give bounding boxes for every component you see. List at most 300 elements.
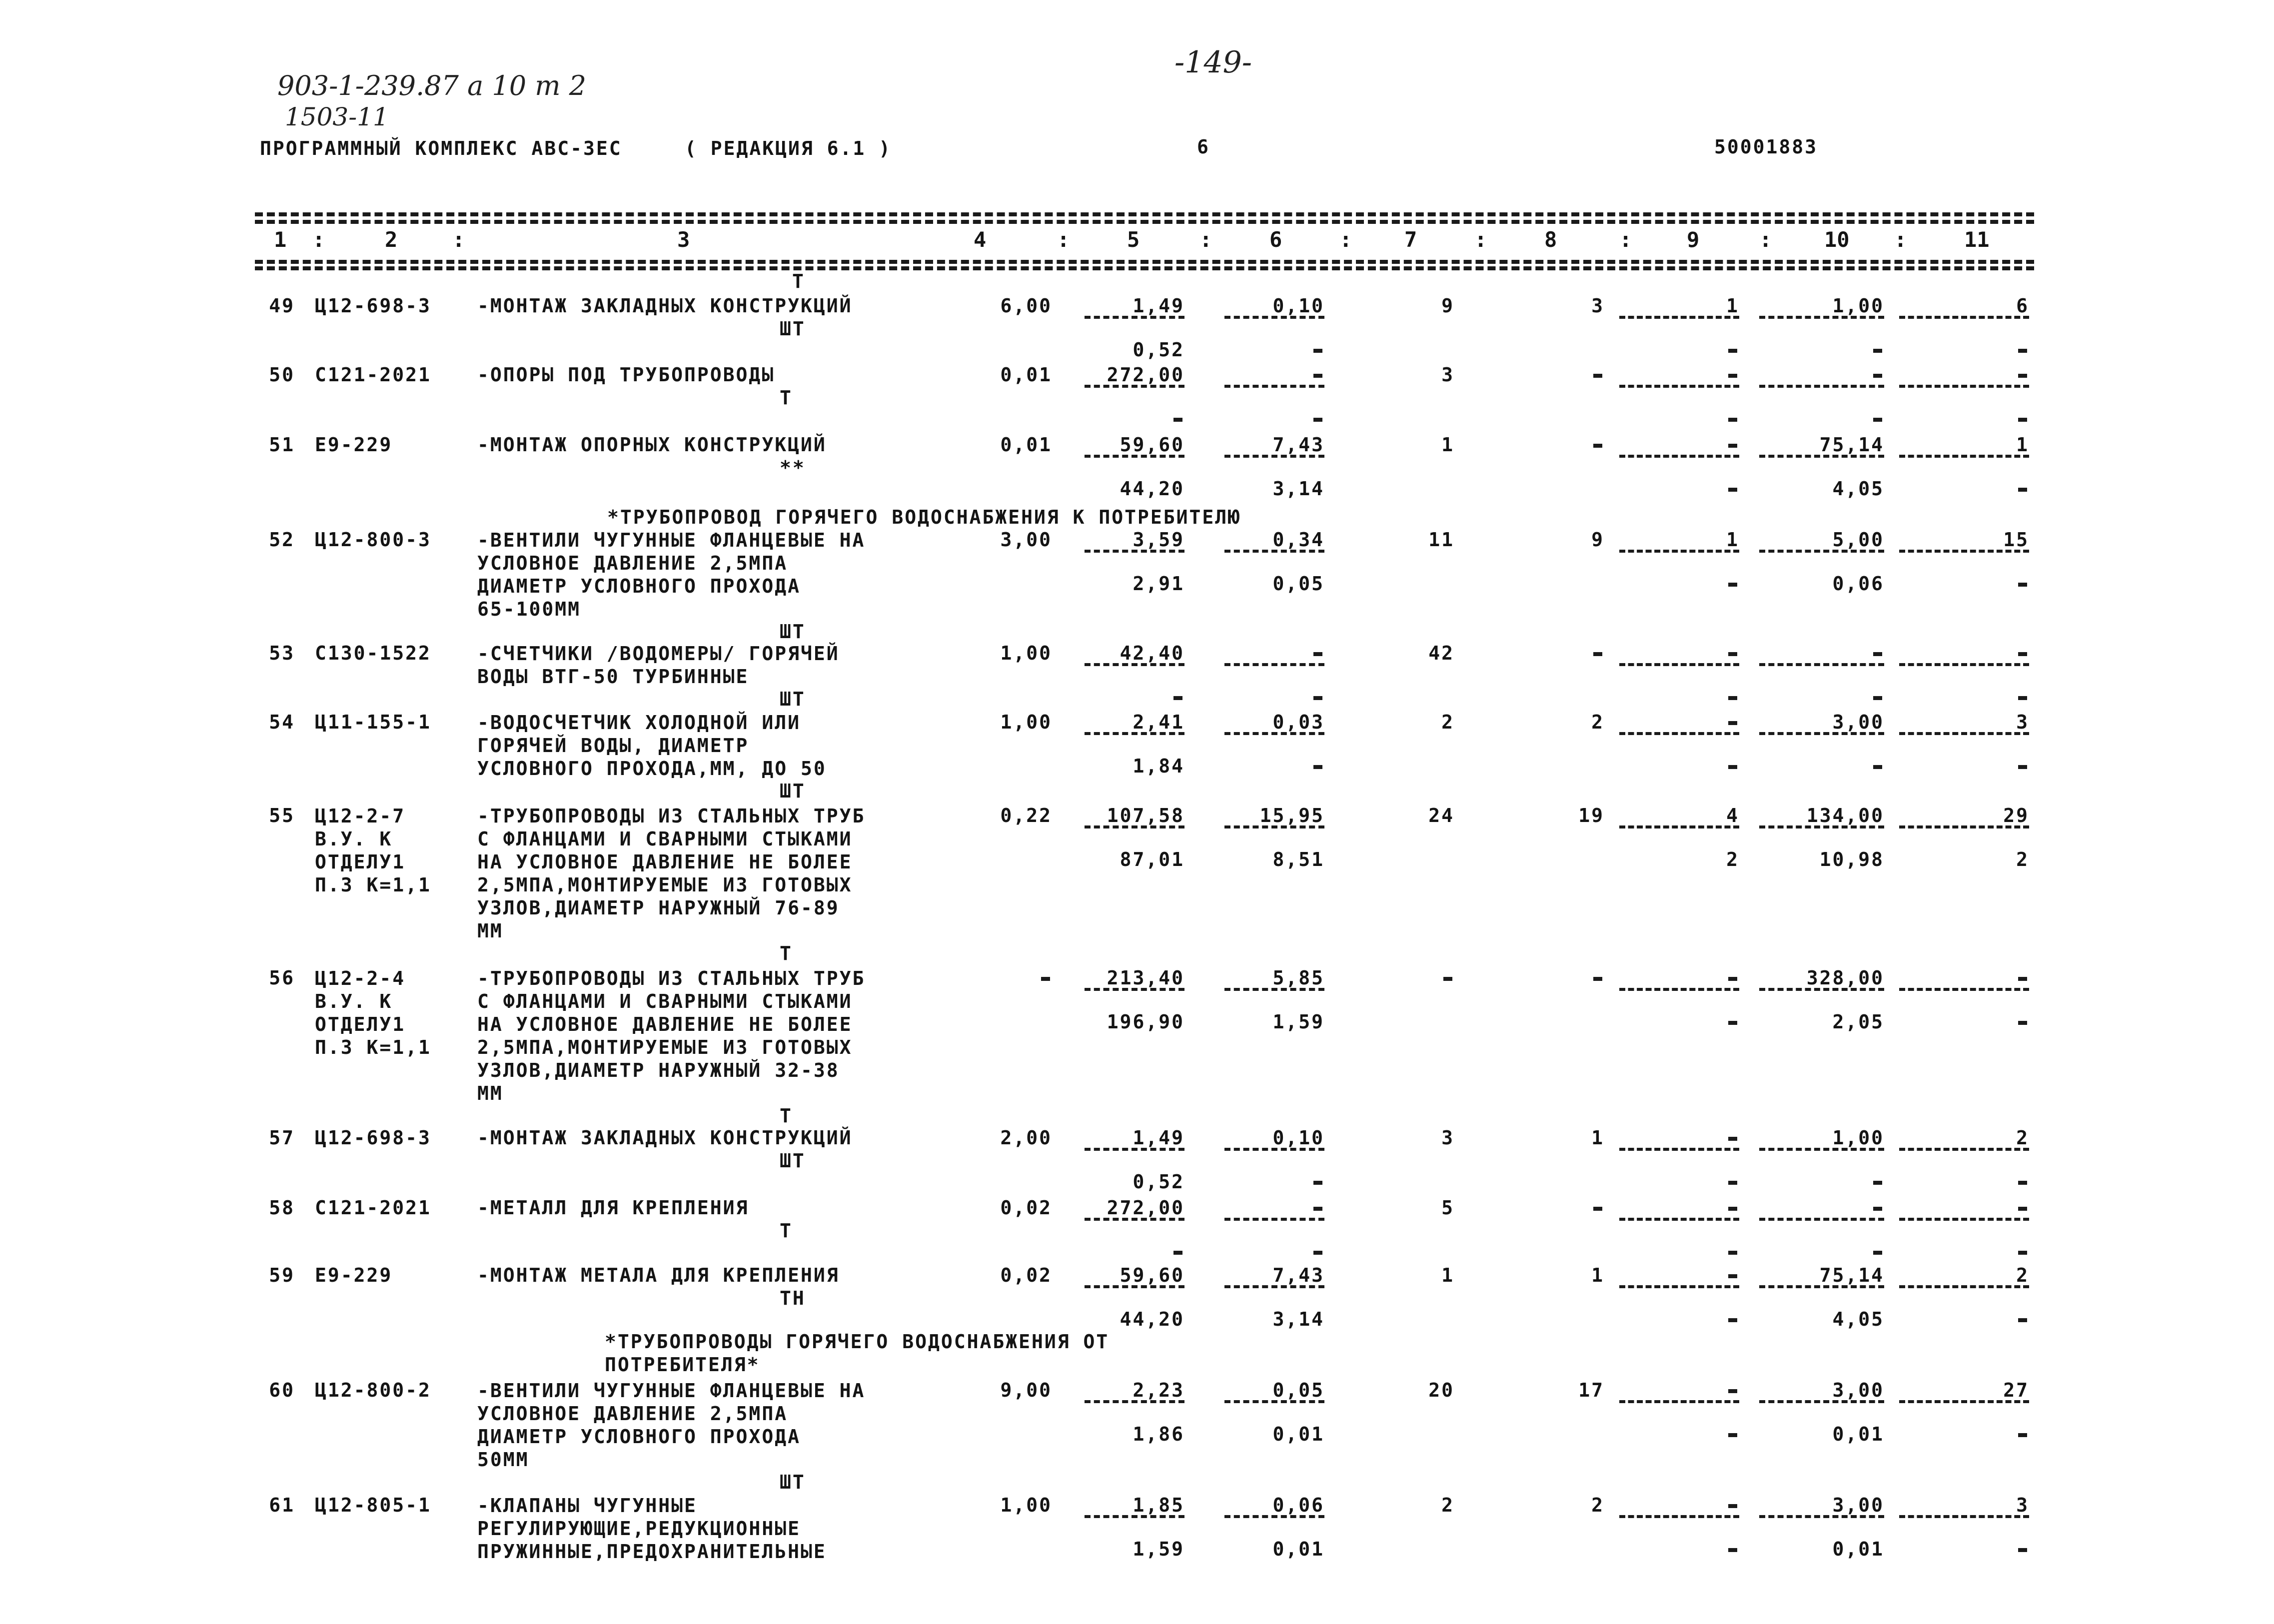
- cell-c9: [1659, 434, 1739, 456]
- row-subrule: [1899, 316, 2029, 319]
- cell-c10: 75,14: [1819, 1264, 1884, 1286]
- cell-unit: ШТ: [780, 621, 806, 643]
- cell-name: -МОНТАЖ ОПОРНЫХ КОНСТРУКЦИЙ: [477, 434, 827, 456]
- cell-c5: 272,00: [1107, 1197, 1184, 1219]
- row-subrule: [1899, 825, 2029, 828]
- cell-no: 49: [269, 295, 295, 317]
- cell-c10b: 4,05: [1832, 478, 1884, 500]
- dash-mark: [1313, 418, 1322, 422]
- cell-c6: 0,06: [1272, 1494, 1324, 1516]
- cell-c8: [1524, 642, 1604, 664]
- cell-c6: 5,85: [1272, 967, 1324, 989]
- cell-c11: [1934, 967, 2029, 989]
- cell-c10: 3,00: [1832, 1379, 1884, 1401]
- cell-c9: [1659, 1264, 1739, 1286]
- cell-name: -МОНТАЖ ЗАКЛАДНЫХ КОНСТРУКЦИЙ: [477, 1127, 853, 1149]
- row-subrule: [1899, 663, 2029, 666]
- cell-c9b: [1659, 1308, 1739, 1330]
- row-subrule: [1224, 316, 1324, 319]
- cell-c9b: [1659, 339, 1739, 361]
- row-subrule: [1759, 663, 1884, 666]
- cell-c9b: [1659, 573, 1739, 595]
- cell-c5b: [1085, 408, 1184, 430]
- row-subrule: [1085, 1515, 1184, 1518]
- cell-c6: [1224, 1197, 1324, 1219]
- dash-mark: [1728, 349, 1737, 353]
- cell-c11b: [1934, 408, 2029, 430]
- row-subrule: [1085, 550, 1184, 553]
- cell-no: 55: [269, 805, 295, 826]
- cell-no: 53: [269, 642, 295, 664]
- cell-c11b: [1934, 1011, 2029, 1033]
- dash-mark: [1728, 444, 1737, 448]
- cell-name: -ВЕНТИЛИ ЧУГУННЫЕ ФЛАНЦЕВЫЕ НА УСЛОВНОЕ ДАВЛЕНИЕ 2,5МПА ДИАМЕТР УСЛОВНОГО ПРОХОДА 50ММ: [477, 1380, 866, 1471]
- cell-c9b: 2: [1726, 848, 1739, 870]
- cell-c11: [1934, 1197, 2029, 1219]
- dash-mark: [2018, 349, 2027, 353]
- col-sep: :: [452, 227, 465, 252]
- row-subrule: [1619, 1400, 1739, 1403]
- row-subrule: [1619, 732, 1739, 735]
- dash-mark: [1593, 444, 1602, 448]
- table-head-rule: [255, 260, 2034, 264]
- cell-c9: [1659, 967, 1739, 989]
- cell-c8: [1524, 434, 1604, 456]
- row-subrule: [1224, 663, 1324, 666]
- col-sep: :: [1057, 227, 1070, 252]
- cell-c10b: 0,01: [1832, 1538, 1884, 1560]
- program-title: ПРОГРАММНЫЙ КОМПЛЕКС АВС-3ЕС: [260, 137, 622, 159]
- dash-mark: [1728, 652, 1737, 656]
- cell-c10b: 0,01: [1832, 1423, 1884, 1445]
- cell-no: 51: [269, 434, 295, 456]
- row-subrule: [1619, 1218, 1739, 1221]
- row-subrule: [1899, 1218, 2029, 1221]
- cell-c5: 272,00: [1107, 364, 1184, 386]
- row-subrule: [1085, 316, 1184, 319]
- cell-c10b: [1789, 1241, 1884, 1263]
- cell-c7: 3: [1441, 1127, 1454, 1149]
- cell-c8: [1524, 1197, 1604, 1219]
- cell-c11: 29: [2003, 805, 2029, 826]
- cell-c8: 2: [1591, 711, 1604, 733]
- dash-mark: [2018, 1207, 2027, 1211]
- cell-code: С121-2021: [315, 364, 431, 386]
- row-subrule: [1899, 385, 2029, 388]
- table-head-rule-2: [255, 266, 2034, 270]
- dash-mark: [1728, 583, 1737, 587]
- row-subrule: [1899, 732, 2029, 735]
- dash-mark: [1173, 418, 1182, 422]
- dash-mark: [2018, 696, 2027, 700]
- dash-mark: [1728, 374, 1737, 378]
- cell-c11: 2: [2016, 1127, 2029, 1149]
- cell-c5: 213,40: [1107, 967, 1184, 989]
- cell-c6b: 3,14: [1272, 478, 1324, 500]
- cell-unit: Т: [780, 942, 793, 964]
- dash-mark: [1593, 1207, 1602, 1211]
- dash-mark: [1728, 1433, 1737, 1437]
- cell-c6b: [1224, 408, 1324, 430]
- cell-c5b: [1085, 1241, 1184, 1263]
- cell-c5: 1,49: [1133, 1127, 1184, 1149]
- dash-mark: [1041, 977, 1050, 981]
- cell-c11b: [1934, 686, 2029, 708]
- cell-qty: 0,22: [1000, 805, 1052, 826]
- cell-c7: 1: [1441, 1264, 1454, 1286]
- cell-c8: [1524, 967, 1604, 989]
- row-subrule: [1759, 825, 1884, 828]
- cell-c10b: 4,05: [1832, 1308, 1884, 1330]
- cell-c9: [1659, 1494, 1739, 1516]
- cell-c5b: 1,86: [1133, 1423, 1184, 1445]
- row-subrule: [1085, 1285, 1184, 1288]
- cell-c9: 1: [1726, 529, 1739, 551]
- dash-mark: [2018, 652, 2027, 656]
- col-11: 11: [1964, 227, 1990, 252]
- cell-c6b: 0,01: [1272, 1538, 1324, 1560]
- dash-mark: [1728, 721, 1737, 725]
- col-8: 8: [1544, 227, 1557, 252]
- cell-c11: 15: [2003, 529, 2029, 551]
- cell-qty: 2,00: [1000, 1127, 1052, 1149]
- cell-qty: 0,01: [1000, 364, 1052, 386]
- row-subrule: [1619, 550, 1739, 553]
- cell-code: Ц12-805-1: [315, 1494, 431, 1516]
- cell-c7: [1379, 967, 1454, 989]
- row-subrule: [1759, 1218, 1884, 1221]
- col-sep: :: [1759, 227, 1772, 252]
- cell-c9: [1659, 1127, 1739, 1149]
- dash-mark: [2018, 765, 2027, 769]
- cell-c9: [1659, 711, 1739, 733]
- row-subrule: [1224, 825, 1324, 828]
- dash-mark: [2018, 1548, 2027, 1552]
- cell-c11b: [1934, 1538, 2029, 1560]
- cell-c10: [1789, 364, 1884, 386]
- dash-mark: [1593, 652, 1602, 656]
- dash-mark: [2018, 1181, 2027, 1185]
- row-subrule: [1899, 1285, 2029, 1288]
- edition: ( РЕДАКЦИЯ 6.1 ): [685, 137, 892, 159]
- cell-name: -МОНТАЖ МЕТАЛА ДЛЯ КРЕПЛЕНИЯ: [477, 1264, 840, 1286]
- col-4: 4: [974, 227, 987, 252]
- dash-mark: [1313, 652, 1322, 656]
- row-subrule: [1085, 1400, 1184, 1403]
- dash-mark: [1593, 374, 1602, 378]
- cell-c6: 0,03: [1272, 711, 1324, 733]
- cell-c11: 2: [2016, 1264, 2029, 1286]
- cell-unit: ШТ: [780, 318, 806, 340]
- page-number: -149-: [1174, 45, 1252, 80]
- dash-mark: [1873, 349, 1882, 353]
- row-subrule: [1085, 988, 1184, 991]
- row-subrule: [1759, 1400, 1884, 1403]
- dash-mark: [1728, 1021, 1737, 1025]
- row-subrule: [1899, 1148, 2029, 1151]
- cell-c10: [1789, 1197, 1884, 1219]
- row-subrule: [1619, 663, 1739, 666]
- dash-mark: [1313, 349, 1322, 353]
- row-subrule: [1759, 1515, 1884, 1518]
- cell-qty: 1,00: [1000, 642, 1052, 664]
- dash-mark: [1873, 652, 1882, 656]
- cell-c8: 2: [1591, 1494, 1604, 1516]
- col-sep: :: [1199, 227, 1212, 252]
- cell-no: 60: [269, 1379, 295, 1401]
- dash-mark: [1728, 1251, 1737, 1255]
- cell-c11b: [1934, 573, 2029, 595]
- dash-mark: [1873, 1207, 1882, 1211]
- cell-c10b: [1789, 408, 1884, 430]
- dash-mark: [1873, 1181, 1882, 1185]
- cell-c7: 2: [1441, 711, 1454, 733]
- cell-qty: 0,01: [1000, 434, 1052, 456]
- row-subrule: [1224, 1218, 1324, 1221]
- cell-qty: 3,00: [1000, 529, 1052, 551]
- dash-mark: [1728, 1137, 1737, 1141]
- document-code: 50001883: [1714, 136, 1818, 158]
- cell-c5b: 1,84: [1133, 755, 1184, 777]
- cell-c5b: 2,91: [1133, 573, 1184, 595]
- cell-c6: 0,34: [1272, 529, 1324, 551]
- cell-c11b: [1934, 1241, 2029, 1263]
- cell-qty: 6,00: [1000, 295, 1052, 317]
- cell-c6b: 3,14: [1272, 1308, 1324, 1330]
- dash-mark: [1728, 1181, 1737, 1185]
- cell-c8: 1: [1591, 1127, 1604, 1149]
- cell-no: 57: [269, 1127, 295, 1149]
- col-sep: :: [312, 227, 325, 252]
- dash-mark: [1313, 1251, 1322, 1255]
- row-subrule: [1759, 385, 1884, 388]
- dash-mark: [1728, 1274, 1737, 1278]
- cell-c7: 42: [1428, 642, 1454, 664]
- cell-code: Ц11-155-1: [315, 711, 431, 733]
- row-subrule: [1085, 825, 1184, 828]
- cell-code: Ц12-2-7 В.У. К ОТДЕЛУ1 П.3 К=1,1: [315, 805, 431, 896]
- cell-c11: 3: [2016, 711, 2029, 733]
- cell-name: -ВОДОСЧЕТЧИК ХОЛОДНОЙ ИЛИ ГОРЯЧЕЙ ВОДЫ, ДИАМЕТР УСЛОВНОГО ПРОХОДА,ММ, ДО 50: [477, 712, 827, 780]
- cell-c8: 3: [1591, 295, 1604, 317]
- row-subrule: [1759, 455, 1884, 458]
- cell-c6: 15,95: [1259, 805, 1324, 826]
- cell-c5: 59,60: [1120, 1264, 1184, 1286]
- dash-mark: [1728, 1389, 1737, 1393]
- dash-mark: [1873, 1251, 1882, 1255]
- row-subrule: [1899, 550, 2029, 553]
- cell-c10b: [1789, 1171, 1884, 1193]
- row-subrule: [1899, 455, 2029, 458]
- cell-c10b: [1789, 755, 1884, 777]
- cell-c10: 3,00: [1832, 1494, 1884, 1516]
- cell-c8: 9: [1591, 529, 1604, 551]
- dash-mark: [2018, 1318, 2027, 1322]
- cell-c5: 42,40: [1120, 642, 1184, 664]
- cell-c9: [1659, 1197, 1739, 1219]
- cell-c11b: [1934, 1423, 2029, 1445]
- cell-c7: 24: [1428, 805, 1454, 826]
- cell-c11: 27: [2003, 1379, 2029, 1401]
- cell-c6b: 1,59: [1272, 1011, 1324, 1033]
- cell-c6b: 8,51: [1272, 848, 1324, 870]
- row-subrule: [1759, 550, 1884, 553]
- dash-mark: [2018, 1021, 2027, 1025]
- col-sep: :: [1894, 227, 1907, 252]
- cell-c5: 107,58: [1107, 805, 1184, 826]
- col-1: 1: [274, 227, 287, 252]
- col-3: 3: [677, 227, 690, 252]
- col-5: 5: [1127, 227, 1140, 252]
- col-sep: :: [1619, 227, 1632, 252]
- cell-c9b: [1659, 1241, 1739, 1263]
- cell-c6: [1224, 364, 1324, 386]
- sheet-number: 6: [1197, 136, 1210, 158]
- dash-mark: [1173, 1251, 1182, 1255]
- cell-c7: 20: [1428, 1379, 1454, 1401]
- row-subrule: [1759, 988, 1884, 991]
- cell-c9: 4: [1726, 805, 1739, 826]
- unit-mark: Т: [792, 270, 805, 292]
- dash-mark: [1728, 765, 1737, 769]
- cell-name: -СЧЕТЧИКИ /ВОДОМЕРЫ/ ГОРЯЧЕЙ ВОДЫ ВТГ-50 ТУРБИННЫЕ: [477, 643, 840, 688]
- dash-mark: [1313, 1207, 1322, 1211]
- cell-unit: ШТ: [780, 1150, 806, 1172]
- row-subrule: [1224, 1515, 1324, 1518]
- cell-c9: [1659, 364, 1739, 386]
- row-subrule: [1619, 316, 1739, 319]
- cell-no: 50: [269, 364, 295, 386]
- cell-unit: **: [780, 457, 806, 479]
- cell-c9b: [1659, 686, 1739, 708]
- cell-no: 58: [269, 1197, 295, 1219]
- section-heading-1: *ТРУБОПРОВОД ГОРЯЧЕГО ВОДОСНАБЖЕНИЯ К ПОТРЕБИТЕЛЮ: [607, 506, 1241, 528]
- cell-c11: 6: [2016, 295, 2029, 317]
- dash-mark: [2018, 1433, 2027, 1437]
- dash-mark: [2018, 583, 2027, 587]
- table-top-rule-2: [255, 220, 2034, 224]
- cell-c11: [1934, 642, 2029, 664]
- cell-name: -КЛАПАНЫ ЧУГУННЫЕ РЕГУЛИРУЮЩИЕ,РЕДУКЦИОННЫЕ ПРУЖИННЫЕ,ПРЕДОХРАНИТЕЛЬНЫЕ: [477, 1495, 827, 1563]
- cell-c6b: [1224, 1241, 1324, 1263]
- cell-c10: [1789, 642, 1884, 664]
- cell-c7: 11: [1428, 529, 1454, 551]
- cell-c10b: [1789, 686, 1884, 708]
- cell-code: С130-1522: [315, 642, 431, 664]
- dash-mark: [1873, 696, 1882, 700]
- cell-unit: ШТ: [780, 688, 806, 710]
- dash-mark: [1313, 374, 1322, 378]
- row-subrule: [1899, 988, 2029, 991]
- cell-c6b: [1224, 686, 1324, 708]
- row-subrule: [1759, 316, 1884, 319]
- cell-c5: 2,23: [1133, 1379, 1184, 1401]
- cell-c6b: [1224, 755, 1324, 777]
- cell-c10: 3,00: [1832, 711, 1884, 733]
- col-sep: :: [1339, 227, 1352, 252]
- row-subrule: [1224, 550, 1324, 553]
- cell-c5: 59,60: [1120, 434, 1184, 456]
- table-top-rule: [255, 212, 2034, 216]
- cell-qty: 1,00: [1000, 711, 1052, 733]
- cell-c5b: 44,20: [1120, 1308, 1184, 1330]
- row-subrule: [1085, 732, 1184, 735]
- cell-qty: 0,02: [1000, 1197, 1052, 1219]
- cell-c7: 9: [1441, 295, 1454, 317]
- row-subrule: [1619, 1148, 1739, 1151]
- dash-mark: [1728, 1318, 1737, 1322]
- cell-code: С121-2021: [315, 1197, 431, 1219]
- dash-mark: [1728, 977, 1737, 981]
- cell-code: Е9-229: [315, 1264, 393, 1286]
- cell-c7: 2: [1441, 1494, 1454, 1516]
- cell-c10: 75,14: [1819, 434, 1884, 456]
- cell-c8: 1: [1591, 1264, 1604, 1286]
- cell-name: -ТРУБОПРОВОДЫ ИЗ СТАЛЬНЫХ ТРУБ С ФЛАНЦАМИ И СВАРНЫМИ СТЫКАМИ НА УСЛОВНОЕ ДАВЛЕНИЕ НЕ БОЛЕЕ 2,5МПА,МОНТИРУЕМЫЕ ИЗ ГОТОВЫХ УЗЛОВ,ДИАМЕТР НАРУЖНЫЙ 76-89 ММ: [477, 805, 866, 942]
- col-10: 10: [1824, 227, 1850, 252]
- cell-unit: Т: [780, 1220, 793, 1242]
- cell-c11: [1934, 364, 2029, 386]
- dash-mark: [1443, 977, 1452, 981]
- cell-c5b: 0,52: [1133, 339, 1184, 361]
- cell-c5b: 196,90: [1107, 1011, 1184, 1033]
- col-sep: :: [1474, 227, 1487, 252]
- cell-c6: 0,10: [1272, 1127, 1324, 1149]
- cell-c10b: [1789, 339, 1884, 361]
- row-subrule: [1759, 732, 1884, 735]
- cell-c11b: [1934, 478, 2029, 500]
- cell-code: Ц12-698-3: [315, 1127, 431, 1149]
- cell-c11b: [1934, 1171, 2029, 1193]
- cell-c10: 328,00: [1806, 967, 1884, 989]
- row-subrule: [1619, 1515, 1739, 1518]
- row-subrule: [1085, 663, 1184, 666]
- section-heading-2: *ТРУБОПРОВОДЫ ГОРЯЧЕГО ВОДОСНАБЖЕНИЯ ОТ ПОТРЕБИТЕЛЯ*: [605, 1331, 1110, 1376]
- row-subrule: [1759, 1285, 1884, 1288]
- cell-c9b: [1659, 755, 1739, 777]
- cell-c9b: [1659, 1538, 1739, 1560]
- cell-c10b: 0,06: [1832, 573, 1884, 595]
- col-6: 6: [1269, 227, 1282, 252]
- dash-mark: [1728, 1207, 1737, 1211]
- row-subrule: [1224, 385, 1324, 388]
- cell-unit: Т: [780, 1105, 793, 1127]
- cell-c6b: 0,01: [1272, 1423, 1324, 1445]
- cell-c6: 0,10: [1272, 295, 1324, 317]
- cell-c5b: 44,20: [1120, 478, 1184, 500]
- cell-c6: [1224, 642, 1324, 664]
- cell-c11: 1: [2016, 434, 2029, 456]
- cell-c9b: [1659, 408, 1739, 430]
- cell-c8: 19: [1578, 805, 1604, 826]
- dash-mark: [2018, 977, 2027, 981]
- cell-c9b: [1659, 1171, 1739, 1193]
- cell-c9: [1659, 1379, 1739, 1401]
- cell-c8: 17: [1578, 1379, 1604, 1401]
- cell-c10: 134,00: [1806, 805, 1884, 826]
- handwritten-note-1: 903-1-239.87 а 10 т 2: [277, 70, 586, 101]
- cell-no: 52: [269, 529, 295, 551]
- cell-name: -ОПОРЫ ПОД ТРУБОПРОВОДЫ: [477, 364, 775, 386]
- cell-c7: 1: [1441, 434, 1454, 456]
- cell-no: 59: [269, 1264, 295, 1286]
- row-subrule: [1619, 455, 1739, 458]
- cell-c10b: 2,05: [1832, 1011, 1884, 1033]
- dash-mark: [1313, 1181, 1322, 1185]
- cell-code: Ц12-2-4 В.У. К ОТДЕЛУ1 П.3 К=1,1: [315, 967, 431, 1058]
- dash-mark: [1873, 418, 1882, 422]
- cell-c10: 5,00: [1832, 529, 1884, 551]
